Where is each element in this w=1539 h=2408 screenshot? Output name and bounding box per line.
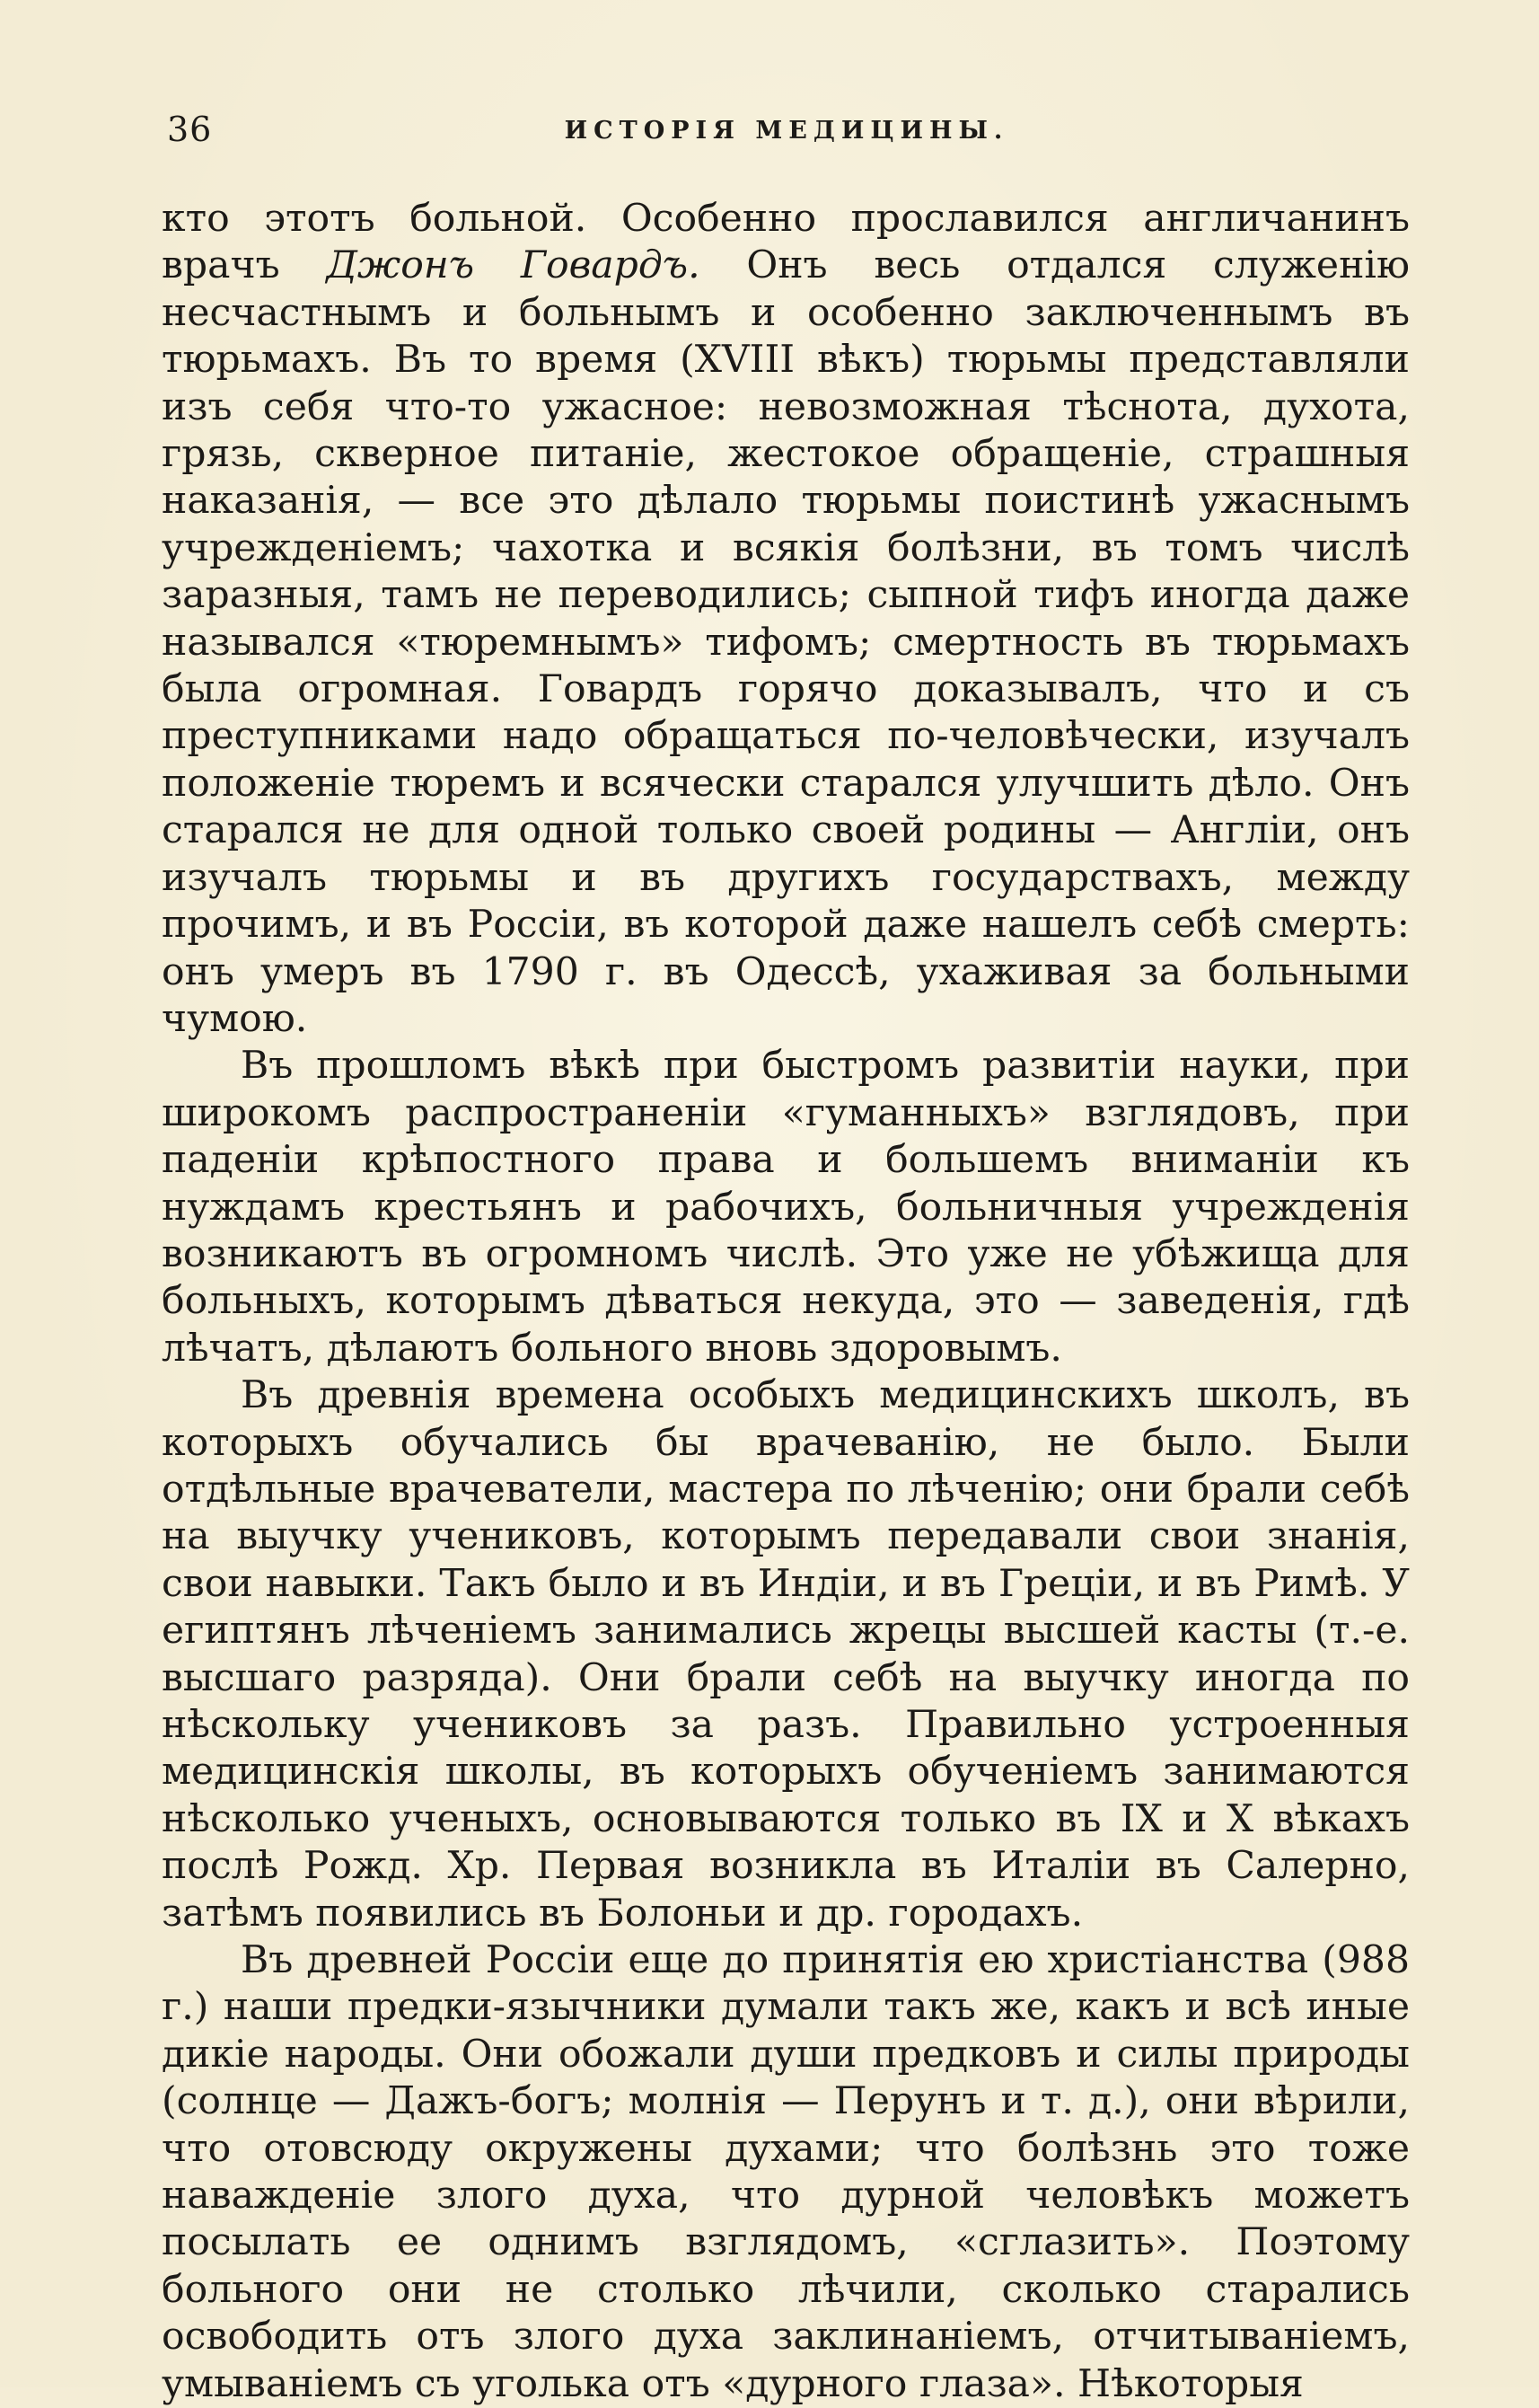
page-number: 36 bbox=[167, 110, 213, 149]
running-title: ИСТОРІЯ МЕДИЦИНЫ. bbox=[564, 117, 1009, 145]
emphasized-name: Джонъ Говардъ. bbox=[326, 243, 700, 288]
paragraph-1-rest: Онъ весь отдался служенію несчастнымъ и больнымъ и особенно заключеннымъ въ тюрьмахъ. Въ то время (XVIII вѣкъ) тюрьмы представляли изъ себя что-то ужасное: невозможная тѣснота, духота, грязь, скверное питаніе, жестокое обращеніе, страшныя наказанія, — все это дѣлало тюрьмы поистинѣ ужаснымъ учрежденіемъ; чахотка и всякія болѣзни, въ томъ числѣ заразныя, тамъ не переводились; сыпной тифъ иногда даже назывался «тюремнымъ» тифомъ; смертность въ тюрьмахъ была огромная. Говардъ горячо доказывалъ, что и съ преступниками надо обращаться по-человѣчески, изучалъ положеніе тюремъ и всячески старался улучшить дѣло. Онъ старался не для одной только своей родины — Англіи, онъ изучалъ тюрьмы и въ другихъ государствахъ, между прочимъ, и въ Россіи, въ которой даже нашелъ себѣ смерть: онъ умеръ въ 1790 г. въ Одессѣ, ухаживая за больными чумою. bbox=[162, 243, 1410, 1041]
paragraph-3: Въ древнія времена особыхъ медицинскихъ школъ, въ которыхъ обучались бы врачеванію, не было. Были отдѣльные врачеватели, мастера по лѣченію; они брали себѣ на выучку учениковъ, которымъ передавали свои знанія, свои навыки. Такъ было и въ Индіи, и въ Греціи, и въ Римѣ. У египтянъ лѣченіемъ занимались жрецы высшей касты (т.-е. высшаго разряда). Они брали себѣ на выучку иногда по нѣскольку учениковъ за разъ. Правильно устроенныя медицинскія школы, въ которыхъ обученіемъ занимаются нѣсколько ученыхъ, основываются только въ IX и X вѣкахъ послѣ Рожд. Хр. Первая возникла въ Италіи въ Салерно, затѣмъ появились въ Болоньи и др. городахъ. bbox=[162, 1373, 1410, 1936]
page-header bbox=[167, 110, 1406, 163]
paragraph-1-start: кто этотъ больной. Особенно прославился англичанинъ врачъ bbox=[162, 197, 1410, 288]
paragraph-4: Въ древней Россіи еще до принятія ею христіанства (988 г.) наши предки-язычники думали такъ же, какъ и всѣ иные дикіе народы. Они обожали души предковъ и силы природы (солнце — Дажъ-богъ; молнія — Перунъ и т. д.), они вѣрили, что отовсюду окружены духами; что болѣзнь это тоже наважденіе злого духа, что дурной человѣкъ можетъ посылать ее однимъ взглядомъ, «сглазить». Поэтому больного они не столько лѣчили, сколько старались освободить отъ злого духа заклинаніемъ, отчитываніемъ, умываніемъ съ уголька отъ «дурного глаза». Нѣкоторыя bbox=[162, 1938, 1410, 2406]
paragraph-1 bbox=[162, 196, 1410, 1043]
body-text bbox=[162, 196, 1410, 2408]
paragraph-2: Въ прошломъ вѣкѣ при быстромъ развитіи науки, при широкомъ распространеніи «гуманныхъ» взглядовъ, при паденіи крѣпостного права и большемъ вниманіи къ нуждамъ крестьянъ и рабочихъ, больничныя учрежденія возникаютъ въ огромномъ числѣ. Это уже не убѣжища для больныхъ, которымъ дѣваться некуда, это — заведенія, гдѣ лѣчатъ, дѣлаютъ больного вновь здоровымъ. bbox=[162, 1044, 1410, 1371]
